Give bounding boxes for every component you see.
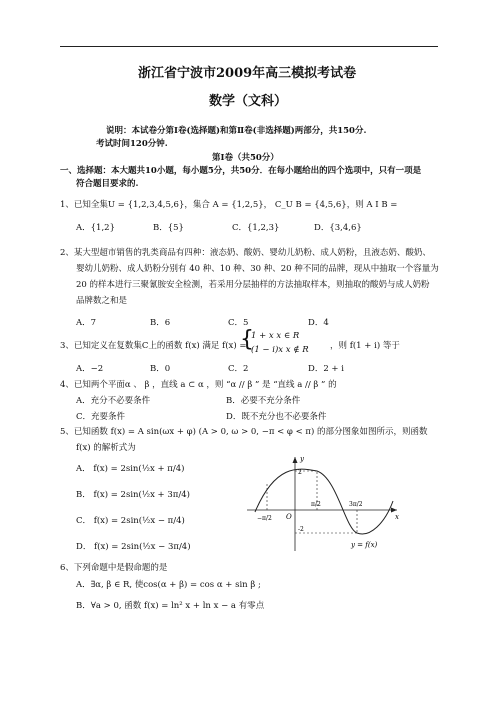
q3-brace: { (240, 327, 254, 352)
y-label: y (300, 455, 304, 463)
q2-option-b: B．6 (150, 318, 171, 328)
q5-option-b: B． f(x) = 2sin(½x + 3π/4) (76, 490, 190, 500)
q2-line3: 20 的样本进行三聚氰胺安全检测，若采用分层抽样的方法抽取样本，则抽取的酸奶与成人奶粉 (76, 280, 430, 290)
q1-option-a: A．{1,2} (76, 223, 115, 233)
x-pi2-label: π/2 (311, 501, 321, 508)
q4-option-c: C．充要条件 (76, 412, 126, 422)
section-instruction-cont: 符合题目要求的. (76, 179, 139, 189)
q6-option-b: B．∀a > 0, 函数 f(x) = ln² x + ln x − a 有零点 (76, 601, 265, 611)
q1-option-d: D．{3,4,6} (314, 223, 362, 233)
top-rule (60, 46, 438, 47)
origin-label: O (286, 513, 292, 521)
q4-stem: 4、已知两个平面α 、 β ，直线 a ⊂ α ，则 “α // β ” 是 “直线 a // β ” 的 (60, 380, 337, 390)
q3-option-d: D．2 + i (308, 364, 344, 374)
q1-option-c: C．{1,2,3} (232, 223, 280, 233)
document-title: 浙江省宁波市2009年高三模拟考试卷 (138, 66, 357, 81)
q3-case1: 1 + x x ∈ R (251, 331, 300, 341)
q3-stem: 3、已知定义在复数集C上的函数 f(x) 满足 f(x) = (60, 341, 247, 351)
q1-option-b: B．{5} (153, 223, 184, 233)
q4-option-a: A．充分不必要条件 (76, 396, 151, 406)
function-label: y = f(x) (351, 541, 378, 549)
y-top-label: 2 (298, 469, 302, 476)
q2-option-a: A．7 (76, 318, 97, 328)
q2-line1: 2、某大型超市销售的乳类商品有四种：液态奶、酸奶、婴幼儿奶粉、成人奶粉，且液态奶、酸奶、 (60, 248, 431, 258)
section-instruction: 一、选择题：本大题共10小题，每小题5分，共50分．在每小题给出的四个选项中，只有一项是 (60, 166, 422, 176)
q5-option-c: C． f(x) = 2sin(½x − π/4) (76, 516, 185, 526)
q1-stem: 1、已知全集U = {1,2,3,4,5,6}，集合 A = {1,2,5}， C_U B = {4,5,6}，则 A I B = (60, 200, 398, 210)
exam-time: 考试时间120分钟. (96, 139, 168, 149)
exam-note: 说明：本试卷分第Ⅰ卷(选择题)和第Ⅱ卷(非选择题)两部分，共150分. (106, 126, 367, 136)
x-neg-pi2-label: −π/2 (257, 515, 272, 522)
q5-line2: f(x) 的解析式为 (76, 443, 136, 453)
q6-option-a: A．∃α, β ∈ R, 使cos(α + β) = cos α + sin β ; (76, 580, 261, 590)
q4-option-b: B．必要不充分条件 (226, 396, 301, 406)
q3-option-a: A．−2 (76, 364, 104, 374)
q5-line1: 5、已知函数 f(x) = A sin(ωx + φ) (A > 0, ω > 0, −π < φ < π) 的部分图象如图所示，则函数 (60, 427, 428, 437)
sine-graph (245, 453, 405, 553)
q2-option-c: C．5 (228, 318, 249, 328)
q2-line2: 婴幼儿奶粉、成人奶粉分别有 40 种、10 种、30 种、20 种不同的品牌，现从中抽取一个容量为 (76, 264, 439, 274)
y-axis-arrow (293, 457, 298, 463)
sine-curve (255, 469, 393, 534)
q3-option-b: B．0 (150, 364, 171, 374)
q2-option-d: D．4 (308, 318, 329, 328)
document-subtitle: 数学（文科） (209, 94, 288, 109)
q2-line4: 品牌数之和是 (76, 296, 128, 306)
q5-option-d: D． f(x) = 2sin(½x − 3π/4) (76, 542, 191, 552)
q5-option-a: A． f(x) = 2sin(½x + π/4) (76, 464, 185, 474)
x-label: x (395, 513, 399, 521)
q6-stem: 6、下列命题中是假命题的是 (60, 563, 168, 573)
q3-case2: (1 − i)x x ∉ R (251, 345, 309, 355)
x-axis-arrow (391, 508, 397, 513)
x-3pi2-label: 3π/2 (349, 501, 363, 508)
part-heading: 第Ⅰ卷（共50分） (212, 153, 279, 163)
q3-option-c: C．2 (228, 364, 249, 374)
y-bottom-label: -2 (298, 526, 304, 533)
q3-stem-end: ，则 f(1 + i) 等于 (330, 341, 400, 351)
q4-option-d: D．既不充分也不必要条件 (226, 412, 327, 422)
